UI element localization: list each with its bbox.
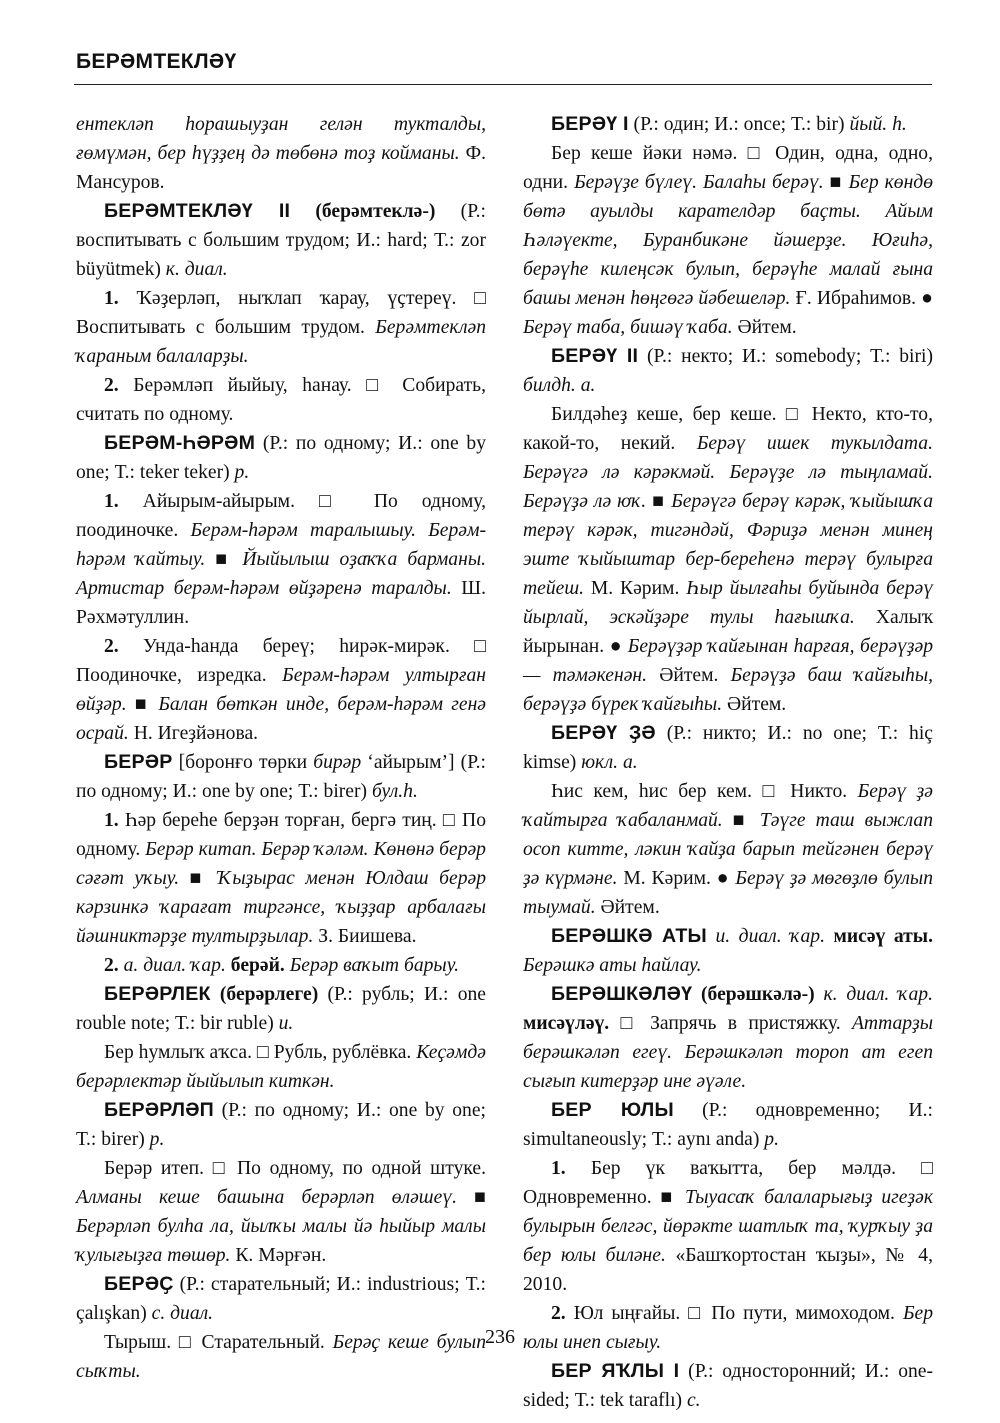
bold-marker: 1.	[104, 491, 119, 512]
dictionary-paragraph	[76, 1270, 486, 1328]
example-text: Берəшкə аты һайлау.	[523, 955, 702, 976]
definition-text: Әйтем.	[732, 317, 797, 338]
headword: БЕРӘҮ II	[551, 345, 639, 367]
definition-text: Әйтем.	[647, 665, 731, 686]
bold-marker: 1.	[551, 1158, 566, 1179]
definition-text: З. Биишева.	[313, 926, 417, 947]
definition-text: ■	[646, 491, 672, 512]
headword: БЕР ЮЛЫ	[551, 1099, 674, 1121]
example-text: и. диал. ҡар.	[715, 926, 825, 947]
dictionary-paragraph	[76, 284, 486, 371]
definition-text: (Р.: односторонний; И.: one-sided; Т.: tek taraflı)	[523, 1361, 934, 1411]
definition-text: Бер кеше йəки нəмə. □ Один, одна, одно, одни.	[523, 143, 933, 193]
dictionary-paragraph	[523, 980, 933, 1096]
dictionary-paragraph	[523, 110, 933, 139]
bold-marker: 1.	[104, 288, 119, 309]
dictionary-paragraph	[523, 719, 933, 777]
example-text: Берəр ваҡыт барыу.	[289, 955, 460, 976]
example-text: Берəү ҙə ҡайтырға ҡабаланмай.	[523, 781, 933, 831]
example-text: Берəм-һəрəм таралышыу. Берəм-һəрəм ҡайтыу.	[76, 520, 487, 570]
dictionary-paragraph	[76, 1038, 486, 1096]
dictionary-paragraph	[523, 1154, 933, 1299]
example-text: Берəү ишек тукылдата. Берəүгə лə кəрəкмəй. Берəүҙе лə тыңламай. Берəүҙə лə юҡ.	[523, 433, 934, 512]
definition-text: Ф. Мансуров.	[76, 143, 486, 193]
headword: БЕРӘШКӘЛӘҮ	[551, 983, 693, 1005]
example-text: йый. h.	[849, 114, 907, 135]
bold-marker: берəй.	[230, 955, 285, 976]
definition-text: Халыҡ йырынан. ●	[523, 607, 934, 657]
definition-text: ■	[179, 868, 218, 889]
headword: БЕРӘР	[104, 751, 173, 773]
headword: БЕРӘМТЕКЛӘҮ II	[104, 200, 291, 222]
example-text: Берəрлəп булһа ла, йылҡы малы йə һыйыр малы ҡулығыҙға төшөр.	[76, 1216, 486, 1266]
bold-marker: (берəрлеге)	[210, 984, 319, 1005]
dictionary-paragraph	[523, 777, 933, 922]
example-text: Берəм-һəрəм ултырған өйҙəр.	[76, 665, 486, 715]
dictionary-paragraph	[76, 1096, 486, 1154]
dictionary-paragraph	[76, 980, 486, 1038]
example-text: Тыуасаҡ балаларығыҙ игеҙəк булырын белгəс, йөрəкте шатлыҡ та, ҡурҡыу ҙа бер юлы биләне.	[523, 1187, 933, 1266]
headword: БЕРӘҮ ҘӘ	[551, 722, 656, 744]
definition-text: ■	[205, 549, 243, 570]
left-column	[76, 110, 486, 1386]
example-text: бул.h.	[371, 781, 418, 802]
dictionary-paragraph	[76, 806, 486, 951]
definition-text: Әйтем.	[722, 694, 787, 715]
example-text: Берəмтеклəп ҡараным балаларҙы.	[76, 317, 486, 367]
definition-text: Ғ. Ибраһимов. ●	[790, 288, 934, 309]
bold-marker: 2.	[104, 955, 119, 976]
right-column	[523, 110, 933, 1415]
headword: БЕРӘРЛЕК	[104, 983, 211, 1005]
definition-text: (Р.: старательный; И.: industrious; Т.: çalışkan)	[76, 1274, 486, 1324]
example-text: к. диал. ҡар.	[823, 984, 933, 1005]
definition-text	[825, 926, 834, 947]
definition-text: ■	[126, 694, 159, 715]
headword: БЕРӘҪ	[104, 1273, 174, 1295]
definition-text: Бер үк ваҡытта, бер мəлдə. □ Одновременно. ■	[523, 1158, 933, 1208]
example-text: р.	[234, 462, 250, 483]
definition-text: (Р.: некто; И.: somebody; Т.: biri)	[638, 346, 933, 367]
dictionary-paragraph	[523, 400, 933, 719]
example-text: Тəүге таш выжлап осоп китте, лəкин ҡайҙа барып тейгəнен берəү ҙə күрмəне.	[523, 810, 933, 889]
definition-text: (Р.: один; И.: once; Т.: bir)	[628, 114, 850, 135]
definition-text: Һəр береһе берҙəн торған, бергə тиң. □ По одному.	[76, 810, 486, 860]
definition-text: (Р.: рубль; И.: one rouble note; Т.: bir ruble)	[76, 984, 487, 1034]
example-text: с.	[686, 1390, 701, 1411]
example-text: бирəр	[313, 752, 362, 773]
headword: БЕРӘРЛӘП	[104, 1099, 214, 1121]
bold-marker: 2.	[104, 375, 119, 396]
definition-text: Бер һумлыҡ аҡса. □ Рубль, рублёвка.	[104, 1042, 417, 1063]
example-text: Алманы кеше башына берəрлəп өлəшеү.	[76, 1187, 457, 1208]
example-text: а. диал. ҡар.	[123, 955, 226, 976]
dictionary-paragraph	[76, 632, 486, 748]
dictionary-paragraph	[76, 951, 486, 980]
example-text: Берəр китап. Берəр ҡəлəм. Көнөнə берəр сəғəт уҡыу.	[76, 839, 486, 889]
example-text: и.	[278, 1013, 294, 1034]
dictionary-paragraph	[76, 487, 486, 632]
definition-text: (Р.: воспитывать с большим трудом; И.: hard; Т.: zor büyütmek)	[76, 201, 486, 280]
definition-text: ■	[722, 810, 760, 831]
definition-text: Һис кем, һис бер кем. □ Никто.	[551, 781, 858, 802]
definition-text: Унда-һанда береү; һирəк-мирəк. □ Поодиночке, изредка.	[76, 636, 486, 686]
example-text: Берəү таба, бишəү ҡаба.	[523, 317, 733, 338]
example-text: ентеклəп һорашыуҙан гелəн тукталды, ғөмүмəн, бер һүҙҙең дə төбөнə тоҙ койманы.	[76, 114, 486, 164]
definition-text: Тырыш. □ Старательный.	[104, 1332, 333, 1353]
definition-text: □ Запрячь в пристяжку.	[609, 1013, 852, 1034]
definition-text: М. Кəрим.	[584, 578, 687, 599]
dictionary-paragraph	[523, 342, 933, 400]
dictionary-paragraph	[76, 110, 486, 197]
definition-text: (Р.: никто; И.: no one; Т.: hiç kimse)	[523, 723, 933, 773]
definition-text: Ҡəҙерлəп, ныҡлап ҡарау, үҫтереү. □ Воспитывать с большим трудом.	[76, 288, 486, 338]
example-text: с. диал.	[151, 1303, 214, 1324]
definition-text: Ш. Рəхмəтуллин.	[76, 578, 486, 628]
example-text: Берəү ҙə мөгөҙлө булып тыумай.	[523, 868, 933, 918]
dictionary-paragraph	[523, 922, 933, 980]
header-rule	[74, 84, 932, 85]
example-text: р.	[149, 1129, 165, 1150]
example-text: р.	[764, 1129, 779, 1150]
headword: БЕРӘҮ I	[551, 113, 629, 135]
definition-text: Билдəһеҙ кеше, бер кеше. □ Некто, кто-то, какой-то, некий.	[523, 404, 933, 454]
definition-text: Айырым-айырым. □ По одному, поодиночке.	[76, 491, 486, 541]
example-text: Һыр йылғаһы буйында берəү йырлай, эскəйҙəре тулы һағышҡа.	[523, 578, 933, 628]
definition-text: Әйтем.	[595, 897, 660, 918]
definition-text: «Башҡортостан ҡыҙы», № 4, 2010.	[523, 1245, 933, 1295]
bold-marker: мисəү аты.	[833, 926, 933, 947]
example-text: юкл. а.	[581, 752, 638, 773]
headword: БЕРӘШКӘ АТЫ	[551, 925, 707, 947]
definition-text: М. Кəрим. ●	[617, 868, 736, 889]
bold-marker: (берəшкəлə-)	[692, 984, 815, 1005]
example-text: Берəүҙə баш ҡайғыһы, берəүҙə бүрек ҡайғыһы.	[523, 665, 934, 715]
example-text: Кеҫəмдə берəрлектəр йыйылып киткəн.	[76, 1042, 486, 1092]
headword: БЕР ЯҠЛЫ I	[551, 1360, 680, 1382]
definition-text: К. Мəрғəн.	[230, 1245, 327, 1266]
definition-text: (Р.: одновременно; И.: simultaneously; Т.: aynı anda)	[523, 1100, 933, 1150]
page-number: 236	[485, 1326, 515, 1348]
dictionary-paragraph	[76, 748, 486, 806]
bold-marker: 2.	[104, 636, 119, 657]
definition-text: (Р.: по одному; И.: one by one; Т.: teker teker)	[76, 433, 486, 483]
example-text: билдh. а.	[523, 375, 596, 396]
definition-text: Берəмлəп йыйыу, һанау. □ Собирать, считать по одному.	[76, 375, 486, 425]
example-text: Аттарҙы берəшкəлəп егеү. Берəшкəлəп тороп ат егеп сығып китерҙəр ине əүəле.	[523, 1013, 933, 1092]
example-text: Ҡыҙырас менəн Юлдаш берəр кəрзинкə ҡарағат тиргəнсе, ҡыҙҙар арбалағы йəшниктəрҙе тултырҙылар.	[76, 868, 486, 947]
dictionary-paragraph	[76, 371, 486, 429]
example-text: Балан бөткəн инде, берəм-һəрəм генə осрай.	[76, 694, 486, 744]
bold-marker: (берəмтеклə-)	[290, 201, 436, 222]
example-text: Йыйылыш оҙаҡҡа барманы. Артистар берəм-һəрəм өйҙəренə таралды.	[76, 549, 486, 599]
definition-text: (Р.: по одному; И.: one by one; Т.: birer)	[76, 1100, 486, 1150]
headword: БЕРӘМ-ҺӘРӘМ	[104, 432, 256, 454]
definition-text: Н. Игеҙйəнова.	[128, 723, 259, 744]
example-text: Берəүгə берəү кəрəк, ҡыйышҡа терəү кəрəк, тигəндəй, Фəриҙə менəн минең эште ҡыйыштар бер-береһенə терəү булырға тейеш.	[523, 491, 934, 599]
running-head: БЕРӘМТЕКЛӘҮ	[76, 50, 237, 73]
dictionary-paragraph	[523, 139, 933, 342]
definition-text: Юл ыңғайы. □ По пути, мимоходом.	[565, 1303, 903, 1324]
example-text: Берəүҙе бүлеү. Балаһы берəү.	[574, 172, 824, 193]
example-text: Бер көндө бөтə ауылды карателдəр баҫты. Айым Һəлəүекте, Буранбикəне йəшерҙе. Юғиһə, берəүһе килеңсəк булып, берəүһе малай ғына башы менəн һөңгөгə йəбешелəр.	[523, 172, 933, 309]
dictionary-paragraph	[76, 429, 486, 487]
example-text: Берəүҙəр ҡайғынан һарғая, берəүҙəр — тəмəкенəн.	[523, 636, 933, 686]
definition-text: Берəр итеп. □ По одному, по одной штуке.	[104, 1158, 486, 1179]
dictionary-paragraph	[76, 1154, 486, 1270]
definition-text: [боронғо төрки	[172, 752, 314, 773]
dictionary-paragraph	[523, 1357, 933, 1415]
example-text: к. диал.	[165, 259, 228, 280]
bold-marker: мисəүлəү.	[523, 1013, 610, 1034]
definition-text: ‘айырым’] (Р.: по одному; И.: one by one; Т.: birer)	[76, 752, 486, 802]
example-text: Бер юлы инеп сығыу.	[523, 1303, 933, 1353]
bold-marker: 2.	[551, 1303, 566, 1324]
example-text: Берəҫ кеше булып сыҡты.	[76, 1332, 486, 1382]
bold-marker: 1.	[104, 810, 119, 831]
definition-text: ■	[456, 1187, 487, 1208]
dictionary-paragraph	[76, 197, 486, 284]
definition-text: ■	[823, 172, 849, 193]
dictionary-paragraph	[523, 1096, 933, 1154]
